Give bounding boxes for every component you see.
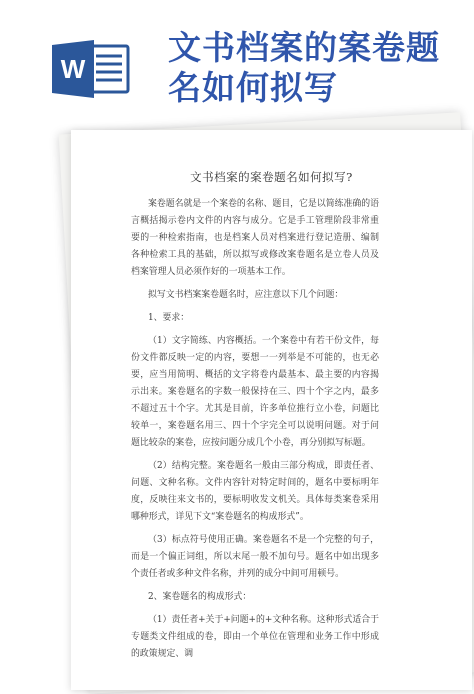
paragraph: （2）结构完整。案卷题名一般由三部分构成，即责任者、问题、文种名称。文件内容针对特定时间的，题名中要标明年度，反映往来文书的，要标明收发文机关。具体每类案卷采用哪种形式，详见下文“案卷题名的构成形式”。 <box>131 461 379 522</box>
page-headline <box>168 28 468 108</box>
document-preview <box>71 130 472 690</box>
paragraph: （1）责任者+关于+问题+的+文种名称。这种形式适合于专题类文件组成的卷，即由一个单位在管理和业务工作中形成的政策规定、调 <box>131 615 379 659</box>
paragraph: 拟写文书档案案卷题名时，应注意以下几个问题： <box>148 290 344 300</box>
document-body <box>131 196 379 669</box>
document-title: 文书档案的案卷题名如何拟写? <box>190 170 353 184</box>
logo-letter: W <box>60 54 86 84</box>
section-heading: 1、要求： <box>148 313 190 323</box>
section-heading: 2、案卷题名的构成形式： <box>148 592 252 602</box>
paragraph: （1）文字简练、内容概括。一个案卷中有若干份文件，每份文件都反映一定的内容，要想一一列举是不可能的，也无必要，应当用简明、概括的文字将卷内最基本、最主要的内容揭示出来。案卷题名的字数一般保持在三、四十个字之内，最多不超过五十个字。尤其是目前，许多单位推行立小卷，问题比较单一，案卷题名用三、四十个字完全可以说明问题。对于问题比较杂的案卷，应按问题分成几个小卷，再分别拟写标题。 <box>131 336 379 448</box>
header <box>0 0 474 120</box>
paragraph: （3）标点符号使用正确。案卷题名不是一个完整的句子，而是一个偏正词组，所以末尾一般不加句号。题名中如出现多个责任者或多种文件名称，并列的成分中间可用顿号。 <box>131 535 379 579</box>
headline-line-2: 名如何拟写 <box>168 68 338 107</box>
word-document-icon <box>50 40 130 98</box>
headline-line-1: 文书档案的案卷题 <box>168 28 440 67</box>
paragraph: 案卷题名就是一个案卷的名称、题目，它是以简练准确的语言概括揭示卷内文件的内容与成分。它是手工管理阶段非常重要的一种检索指南，也是档案人员对档案进行登记造册、编制各种检索工具的基础，所以拟写或修改案卷题名是立卷人员及档案管理人员必须作好的一项基本工作。 <box>131 199 379 277</box>
